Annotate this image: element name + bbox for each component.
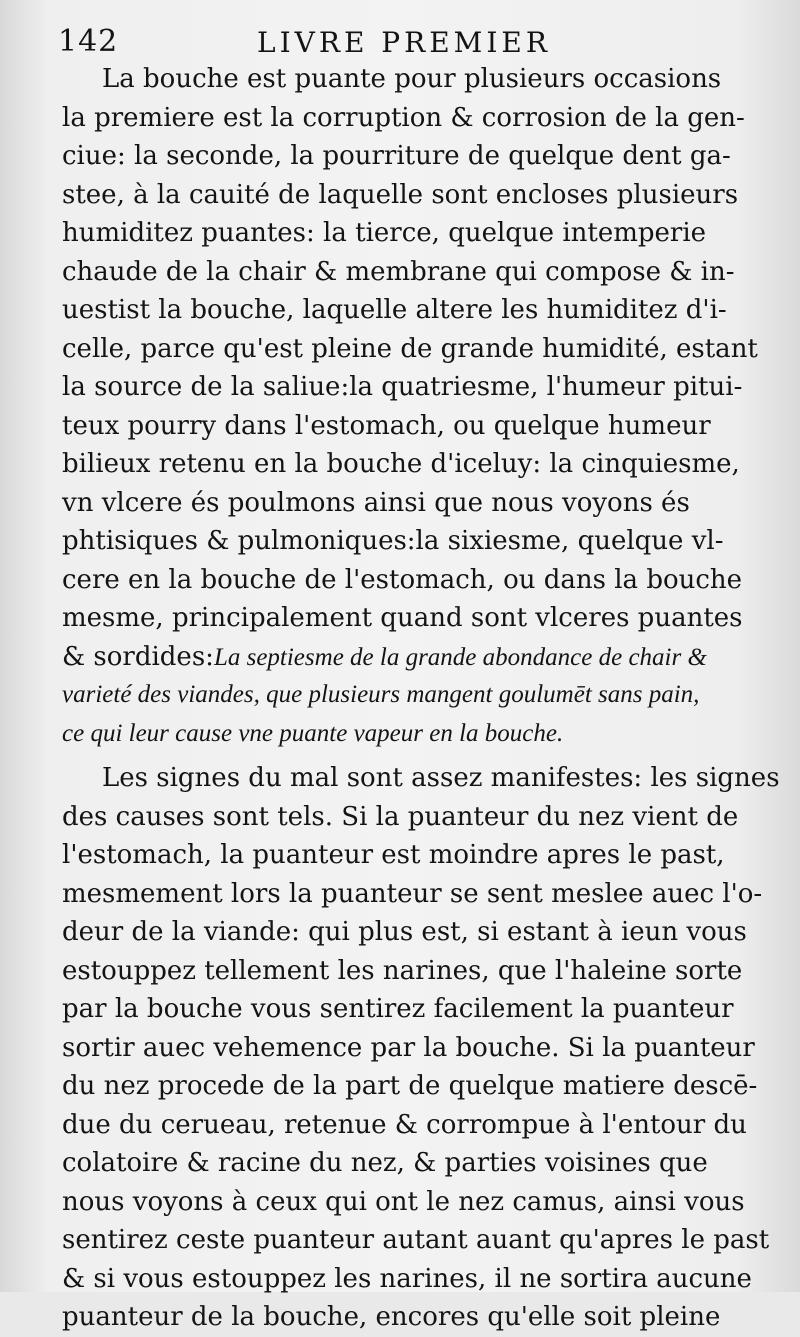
text-line: uestist la bouche, laquelle altere les humiditez d'i- xyxy=(62,295,727,325)
body-text xyxy=(62,60,780,1337)
text-line: stee, à la cauité de laquelle sont encloses plusieurs xyxy=(62,179,739,210)
text-line: des causes sont tels. Si la puanteur du nez vient de xyxy=(62,801,739,832)
text-line: mesme, principalement quand sont vlceres puantes xyxy=(62,603,743,633)
page-number: 142 xyxy=(58,24,119,59)
text-line: La bouche est puante pour plusieurs occasions xyxy=(102,64,722,94)
text-line: colatoire & racine du nez, & parties voisines que xyxy=(62,1148,708,1178)
paragraph-2 xyxy=(62,759,780,1337)
text-line: par la bouche vous sentirez facilement la puanteur xyxy=(62,994,734,1024)
italic-line: ce qui leur cause vne puante vapeur en la bouche. xyxy=(62,719,564,747)
text-line: nous voyons à ceux qui ont le nez camus, ainsi vous xyxy=(62,1186,745,1217)
text-line: cere en la bouche de l'estomach, ou dans la bouche xyxy=(62,564,743,595)
text-line: estouppez tellement les narines, que l'haleine sorte xyxy=(62,955,743,986)
text-line: due du cerueau, retenue & corrompue à l'entour du xyxy=(62,1109,747,1140)
text-line-mixed xyxy=(62,638,767,677)
text-line: l'estomach, la puanteur est moindre apres le past, xyxy=(62,840,725,870)
text-line: mesmement lors la puanteur se sent meslee auec l'o- xyxy=(62,878,763,909)
text-line: du nez procede de la part de quelque matiere descē- xyxy=(62,1071,758,1101)
running-head: LIVRE PREMIER xyxy=(257,26,551,59)
text-line: celle, parce qu'est pleine de grande humidité, estant xyxy=(62,333,758,364)
page-header xyxy=(52,24,752,64)
text-line: deur de la viande: qui plus est, si estant à ieun vous xyxy=(62,917,747,947)
text-line: chaude de la chair & membrane qui compose & in- xyxy=(62,256,735,287)
text-line: ciue: la seconde, la pourriture de quelque dent ga- xyxy=(62,141,731,171)
text-line: humiditez puantes: la tierce, quelque intemperie xyxy=(62,218,707,248)
text-line: & si vous estouppez les narines, il ne sortira aucune xyxy=(62,1263,752,1294)
roman-segment: & sordides: xyxy=(62,641,214,672)
text-line: puanteur de la bouche, encores qu'elle soit pleine xyxy=(62,1302,721,1332)
text-line: Les signes du mal sont assez manifestes: les signes xyxy=(102,763,780,793)
text-line: vn vlcere és poulmons ainsi que nous voyons és xyxy=(62,487,690,518)
italic-segment: La septiesme de la grande abondance de chair & xyxy=(213,643,707,671)
text-line: sentirez ceste puanteur autant auant qu'apres le past xyxy=(62,1225,770,1255)
text-line: la premiere est la corruption & corrosion de la gen- xyxy=(62,102,745,133)
text-line: phtisiques & pulmoniques:la sixiesme, quelque vl- xyxy=(62,526,724,556)
text-line: la source de la saliue:la quatriesme, l'humeur pitui- xyxy=(62,372,743,402)
text-line: bilieux retenu en la bouche d'iceluy: la cinquiesme, xyxy=(62,449,740,479)
text-line: sortir auec vehemence par la bouche. Si la puanteur xyxy=(62,1032,755,1063)
italic-line: varieté des viandes, que plusieurs mangent goulumēt sans pain, xyxy=(62,681,700,708)
text-line: teux pourry dans l'estomach, ou quelque humeur xyxy=(62,410,711,441)
